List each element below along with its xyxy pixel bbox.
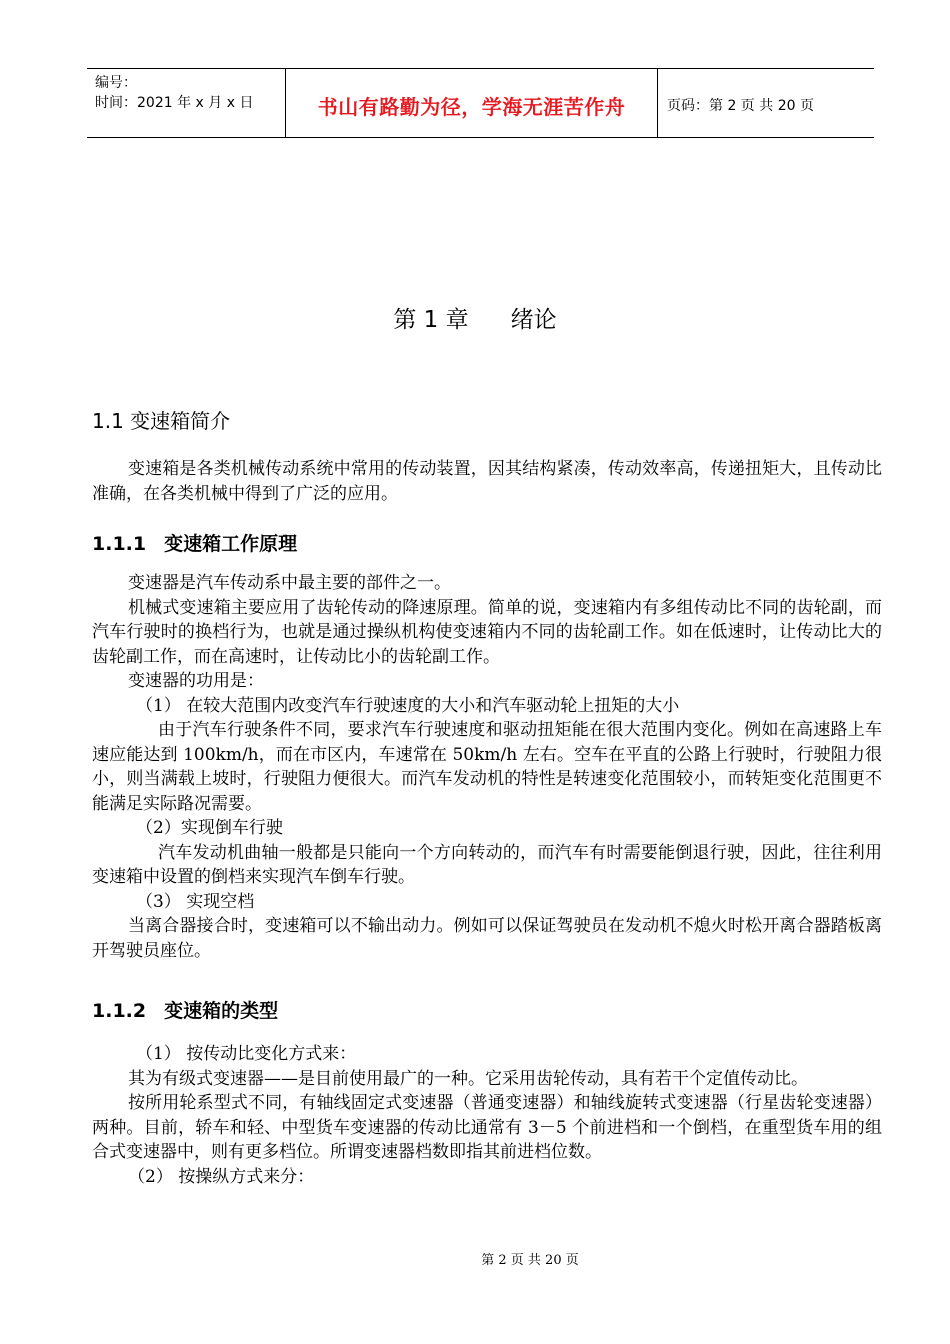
list-item: （3） 实现空档 bbox=[136, 891, 255, 912]
paragraph: 按所用轮系型式不同，有轴线固定式变速器（普通变速器）和轴线旋转式变速器（行星齿轮变速器）两种。目前，轿车和轻、中型货车变速器的传动比通常有 3－5 个前进档和一个倒档，在重型货车用的组合式变速器中，则有更多档位。所谓变速器档数即指其前进档位数。 bbox=[92, 1093, 882, 1162]
section-heading-1-1-1 bbox=[92, 529, 297, 556]
list-item: （2） 按操纵方式来分： bbox=[128, 1166, 315, 1187]
paragraph: 变速器的功用是： bbox=[128, 671, 264, 691]
number-label: 编号： bbox=[95, 75, 137, 91]
principle-block bbox=[92, 571, 882, 963]
section-title: 变速箱的类型 bbox=[164, 1000, 279, 1022]
section-number: 1.1.1 bbox=[92, 533, 147, 555]
section-title: 变速箱工作原理 bbox=[164, 533, 298, 555]
page-header bbox=[87, 68, 874, 138]
types-block bbox=[92, 1042, 882, 1189]
header-meta bbox=[87, 69, 286, 137]
list-item: （2）实现倒车行驶 bbox=[136, 818, 283, 838]
section-number: 1.1.2 bbox=[92, 1000, 147, 1022]
header-motto: 书山有路勤为径，学海无涯苦作舟 bbox=[286, 69, 658, 137]
header-page-info: 页码：第 2 页 共 20 页 bbox=[667, 98, 814, 114]
chapter-title bbox=[0, 301, 950, 334]
paragraph: 变速器是汽车传动系中最主要的部件之一。 bbox=[128, 573, 451, 593]
paragraph: 变速箱是各类机械传动系统中常用的传动装置，因其结构紧凑，传动效率高，传递扭矩大，且传动比准确，在各类机械中得到了广泛的应用。 bbox=[92, 459, 882, 504]
paragraph: 机械式变速箱主要应用了齿轮传动的降速原理。简单的说，变速箱内有多组传动比不同的齿轮副，而汽车行驶时的换档行为，也就是通过操纵机构使变速箱内不同的齿轮副工作。如在低速时，让传动比大的齿轮副工作，而在高速时，让传动比小的齿轮副工作。 bbox=[92, 597, 882, 667]
page-footer: 第 2 页 共 20 页 bbox=[481, 1253, 579, 1268]
time-label: 时间：2021 年 x 月 x 日 bbox=[95, 95, 254, 111]
section-heading-1-1-2 bbox=[92, 996, 278, 1023]
paragraph: 由于汽车行驶条件不同，要求汽车行驶速度和驱动扭矩能在很大范围内变化。例如在高速路上车速应能达到 100km/h，而在市区内，车速常在 50km/h 左右。空车在平直的公路上行驶时，行驶阻力很小，则当满载上坡时，行驶阻力便很大。而汽车发动机的特性是转速变化范围较小，而转矩变化范围更不能满足实际路况需要。 bbox=[92, 720, 882, 814]
paragraph: 汽车发动机曲轴一般都是只能向一个方向转动的，而汽车有时需要能倒退行驶，因此，往往利用变速箱中设置的倒档来实现汽车倒车行驶。 bbox=[92, 842, 882, 887]
chapter-name: 绪论 bbox=[510, 307, 557, 333]
paragraph: 其为有级式变速器——是目前使用最广的一种。它采用齿轮传动，具有若干个定值传动比。 bbox=[128, 1068, 808, 1089]
paragraph: 当离合器接合时，变速箱可以不输出动力。例如可以保证驾驶员在发动机不熄火时松开离合器踏板离开驾驶员座位。 bbox=[92, 916, 882, 961]
intro-block bbox=[92, 457, 882, 506]
chapter-number: 第 1 章 bbox=[393, 307, 469, 333]
section-heading-1-1: 1.1 变速箱简介 bbox=[92, 409, 231, 433]
list-item: （1） 按传动比变化方式来： bbox=[136, 1044, 357, 1064]
list-item: （1） 在较大范围内改变汽车行驶速度的大小和汽车驱动轮上扭矩的大小 bbox=[136, 695, 680, 716]
